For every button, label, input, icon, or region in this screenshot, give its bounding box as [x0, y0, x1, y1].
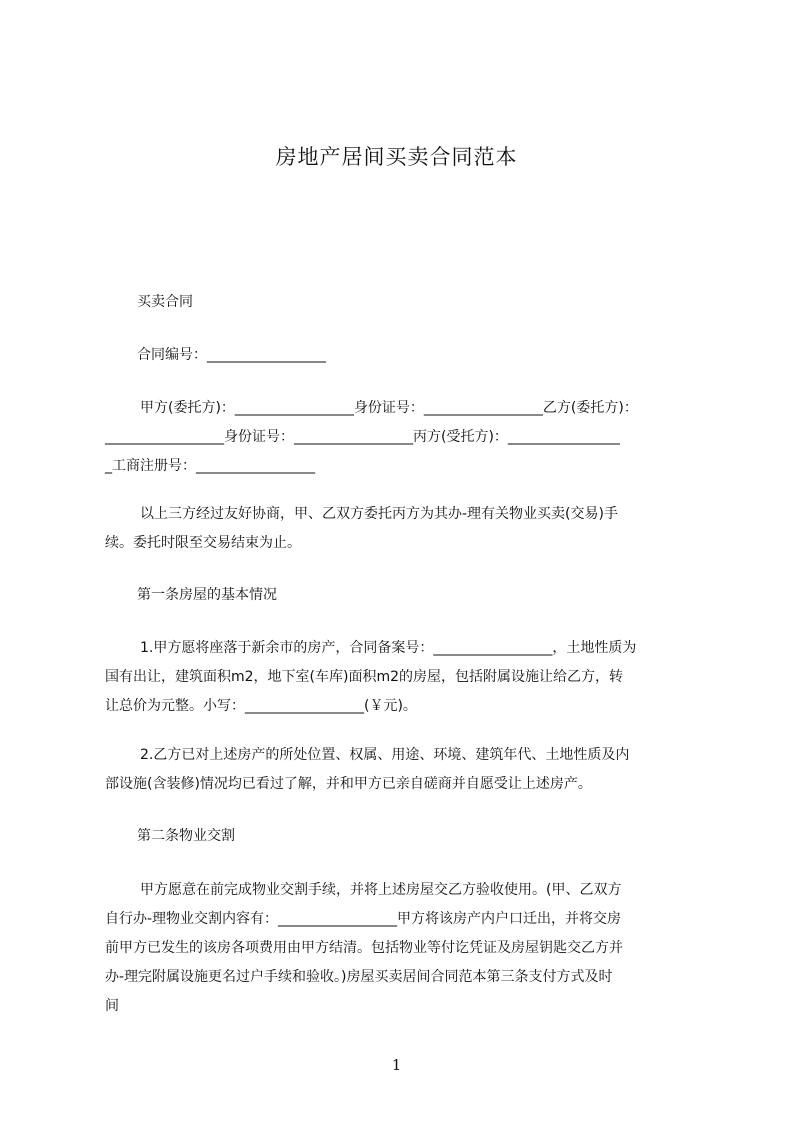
article-1-item-2	[105, 741, 629, 799]
paragraph-line: 办-理完附属设施更名过户手续和验收。)房屋买卖居间合同范本第三条支付方式及时	[105, 969, 613, 985]
paragraph-line: 间	[105, 998, 119, 1014]
contract-number: 合同编号：_________________	[137, 347, 326, 363]
paragraph-line: 续。委托时限至交易结束为止。	[105, 535, 301, 551]
article-2-title: 第二条物业交割	[137, 828, 235, 844]
paragraph-line: 前甲方已发生的该房各项费用由甲方结清。包括物业等付讫凭证及房屋钥匙交乙方并	[105, 940, 623, 956]
paragraph-line: 以上三方经过友好协商，甲、乙双方委托丙方为其办-理有关物业买卖(交易)手	[140, 506, 618, 522]
document-title: 房地产居间买卖合同范本	[275, 145, 518, 169]
paragraph-line: 国有出让，建筑面积m2，地下室(车库)面积m2的房屋，包括附属设施让给乙方，转	[105, 669, 624, 685]
parties-line: _工商注册号：_________________	[105, 458, 315, 474]
article-1-item-1	[105, 634, 636, 721]
parties-line: _________________身份证号：_________________丙方(受托方)：________________	[105, 429, 620, 445]
paragraph-line: 让总价为元整。小写：_________________(￥元)。	[105, 698, 417, 714]
parties-block	[105, 394, 638, 481]
article-1-title: 第一条房屋的基本情况	[137, 587, 277, 603]
paragraph-line: 1.甲方愿将座落于新余市的房产，合同备案号：_________________，土地性质为	[140, 640, 637, 656]
page-number: 1	[391, 1056, 402, 1074]
intro-paragraph	[105, 500, 618, 558]
article-2-body	[105, 876, 623, 1021]
paragraph-line: 甲方愿意在前完成物业交割手续，并将上述房屋交乙方验收使用。(甲、乙双方	[140, 882, 622, 898]
paragraph-line: 2.乙方已对上述房产的所处位置、权属、用途、环境、建筑年代、土地性质及内	[140, 747, 630, 763]
parties-line: 甲方(委托方)：_________________身份证号：_________________乙方(委托方)：	[140, 400, 638, 416]
paragraph-line: 部设施(含装修)情况均已看过了解，并和甲方已亲自磋商并自愿受让上述房产。	[105, 776, 592, 792]
paragraph-line: 自行办-理物业交割内容有：_________________甲方将该房产内户口迁出，并将交房	[105, 911, 622, 927]
heading: 买卖合同	[137, 294, 193, 310]
